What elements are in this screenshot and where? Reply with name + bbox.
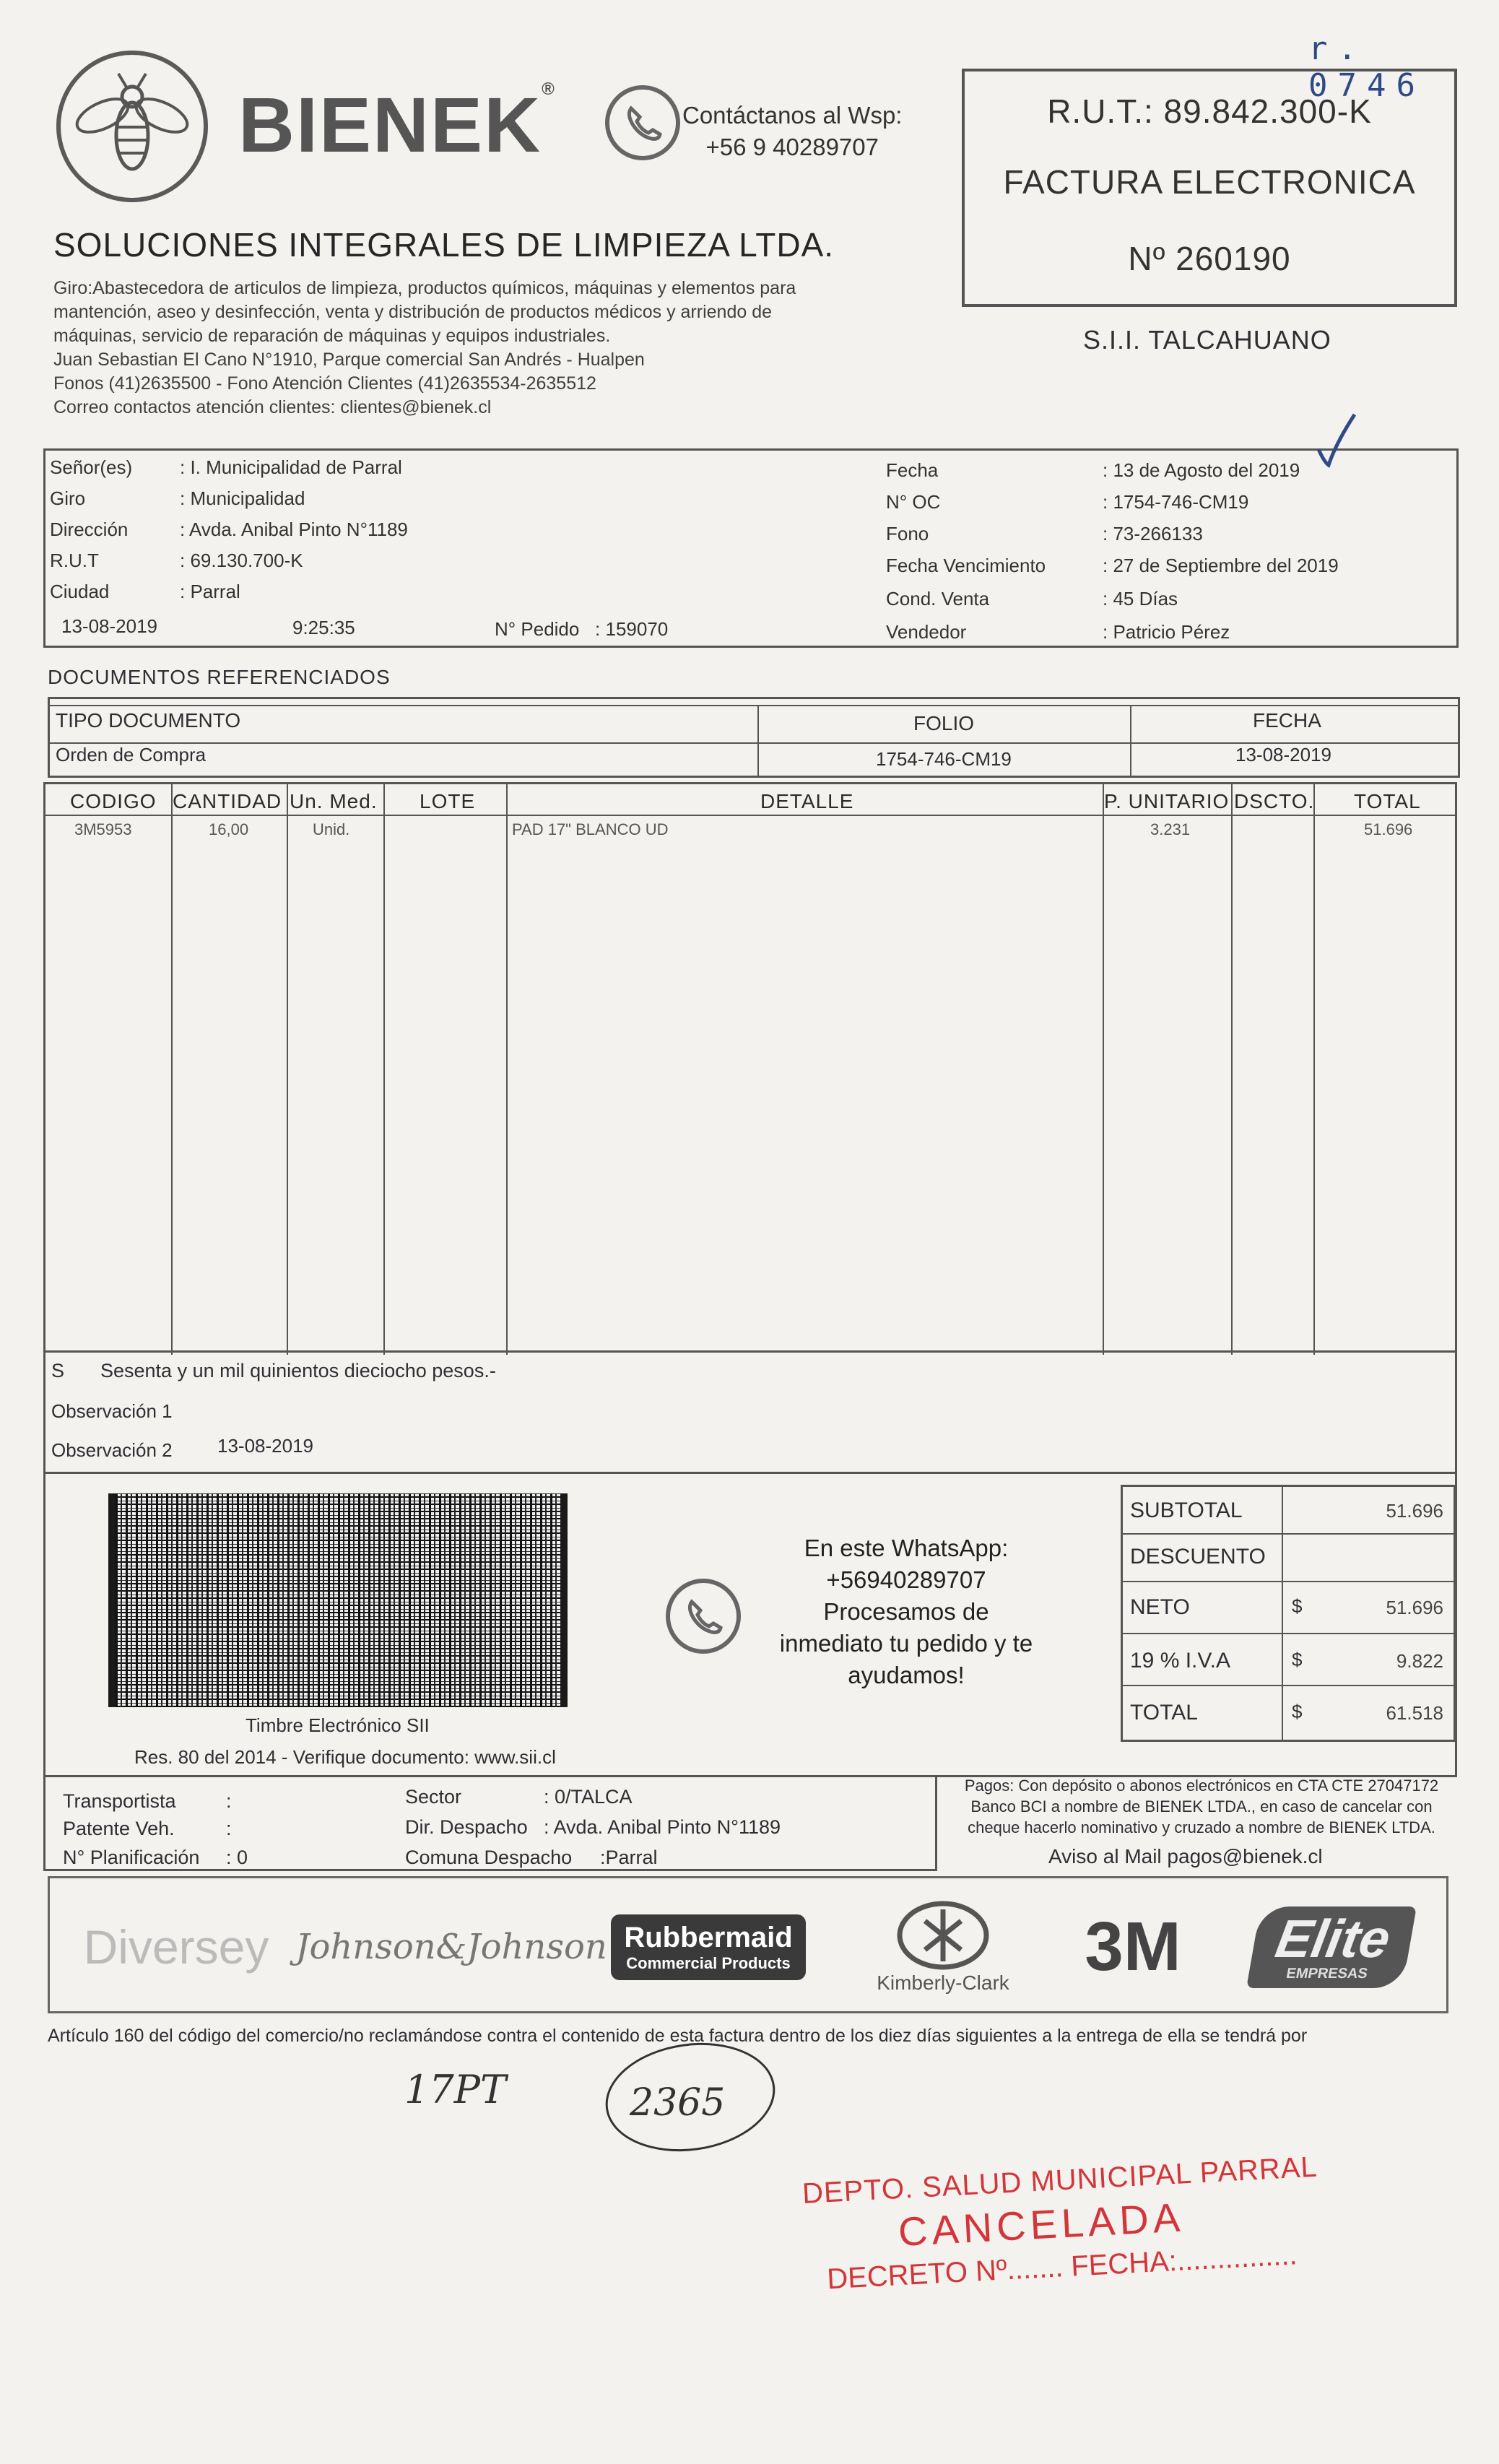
seller: : Patricio Pérez [1103, 621, 1230, 643]
handwritten-note: 17PT [404, 2067, 507, 2112]
item-quantity: 16,00 [209, 820, 249, 838]
client-rut: : 69.130.700-K [180, 550, 303, 571]
carrier: : [226, 1790, 232, 1812]
purchase-order-number: : 1754-746-CM19 [1103, 491, 1249, 513]
sale-condition-label: Cond. Venta [886, 588, 990, 610]
oc-label: N° OC [886, 491, 941, 513]
payment-email: Aviso al Mail pagos@bienek.cl [1048, 1845, 1323, 1867]
bee-logo-icon [56, 51, 208, 202]
col-header-quantity: CANTIDAD [173, 790, 282, 812]
ref-folio: 1754-746-CM19 [876, 748, 1012, 770]
subtotal-label: SUBTOTAL [1130, 1498, 1243, 1522]
ref-col-type: TIPO DOCUMENTO [56, 709, 241, 732]
client-city-label: Ciudad [50, 581, 110, 602]
discount-row [1123, 1535, 1454, 1582]
issue-date: 13-08-2019 [61, 615, 157, 637]
iva-value: 9.822 [1396, 1650, 1443, 1672]
observation-1-label: Observación 1 [51, 1400, 173, 1422]
items-table [43, 782, 1457, 1353]
col-header-discount: DSCTO. [1234, 790, 1315, 812]
carrier-label: Transportista [63, 1790, 176, 1812]
plate-label: Patente Veh. [63, 1818, 175, 1839]
col-header-code: CODIGO [70, 790, 157, 812]
total-label: TOTAL [1130, 1701, 1198, 1725]
stamp-status: CANCELADA [897, 2194, 1186, 2255]
3m-logo: 3M [1085, 1908, 1181, 1985]
cancelled-stamp [801, 2151, 1323, 2297]
item-code: 3M5953 [74, 820, 132, 838]
invoice-date: : 13 de Agosto del 2019 [1103, 459, 1300, 481]
payment-info: Pagos: Con depósito o abonos electrónicos en CTA CTE 27047172 Banco BCI a nombre de BIENEK LTDA., en caso de cancelar con cheque hacerlo nominativo y cruzado a nombre de BIENEK LTDA. [964, 1777, 1439, 1836]
kimberly-clark-logo: Kimberly-Clark [846, 1878, 1040, 2016]
whatsapp-icon [605, 85, 680, 160]
whatsapp-promo: En este WhatsApp: +56940289707 Procesamos de inmediato tu pedido y te ayudamos! [779, 1535, 1033, 1688]
item-detail: PAD 17" BLANCO UD [512, 820, 669, 838]
item-unit: Unid. [313, 820, 350, 838]
whatsapp-icon [666, 1579, 741, 1654]
client-giro-label: Giro [50, 487, 86, 509]
rubbermaid-logo: Rubbermaid Commercial Products [586, 1878, 831, 2016]
brand-logo: BIENEK® [238, 79, 556, 168]
totals-box [1121, 1485, 1456, 1742]
col-header-lot: LOTE [420, 790, 476, 812]
dispatch-commune-label: Comuna Despacho [405, 1847, 573, 1868]
date-label: Fecha [886, 459, 939, 481]
col-header-unit-price: P. UNITARIO [1104, 790, 1230, 812]
elite-logo: Elite EMPRESAS [1220, 1878, 1443, 2016]
company-phones: Fonos (41)2635500 - Fono Atención Clientes (41)2635534-2635512 [53, 373, 596, 394]
client-giro: : Municipalidad [180, 487, 305, 509]
dispatch-address-label: Dir. Despacho [405, 1816, 528, 1838]
item-total: 51.696 [1364, 820, 1413, 838]
sale-condition: : 45 Días [1103, 588, 1178, 610]
stamp-decree: DECRETO Nº....... FECHA:............... [826, 2239, 1298, 2296]
company-info [53, 277, 796, 420]
ref-col-date: FECHA [1253, 709, 1321, 732]
subtotal-row [1123, 1487, 1454, 1535]
client-box [43, 448, 1459, 648]
net-label: NETO [1130, 1595, 1190, 1619]
currency-symbol: $ [1292, 1649, 1303, 1670]
handwritten-number: 2365 [630, 2081, 726, 2125]
iva-label: 19 % I.V.A [1130, 1649, 1230, 1673]
company-giro: Giro:Abastecedora de articulos de limpieza, productos químicos, máquinas y elementos para [53, 278, 796, 298]
transport-section [43, 1777, 937, 1871]
document-id-box [962, 69, 1457, 307]
sector: : 0/TALCA [544, 1786, 633, 1808]
whatsapp-contact: Contáctanos al Wsp: +56 9 40289707 [682, 102, 903, 160]
currency-symbol: $ [1292, 1701, 1303, 1722]
phone-label: Fono [886, 523, 929, 545]
issue-time: 9:25:35 [292, 617, 355, 638]
due-date-label: Fecha Vencimiento [886, 555, 1046, 576]
observation-2-label: Observación 2 [51, 1439, 173, 1461]
brand-logos [48, 1876, 1448, 2013]
company-email: Correo contactos atención clientes: clientes@bienek.cl [53, 397, 492, 417]
kimberly-clark-icon [896, 1899, 990, 1971]
company-giro: máquinas, servicio de reparación de máquinas y equipos industriales. [53, 326, 611, 346]
references-table [48, 697, 1460, 778]
total-value: 61.518 [1386, 1702, 1443, 1724]
ref-date: 13-08-2019 [1235, 744, 1331, 765]
amount-words-prefix: S [51, 1360, 65, 1381]
iva-row [1123, 1634, 1454, 1686]
ref-col-folio: FOLIO [913, 712, 975, 734]
company-giro: mantención, aseo y desinfección, venta y distribución de productos médicos y arriendo de [53, 302, 773, 322]
currency-symbol: $ [1292, 1595, 1303, 1617]
client-phone: : 73-266133 [1103, 523, 1203, 545]
references-title: DOCUMENTOS REFERENCIADOS [48, 666, 391, 688]
dispatch-commune: :Parral [600, 1847, 658, 1868]
total-row [1123, 1686, 1454, 1740]
legal-article: Artículo 160 del código del comercio/no reclamándose contra el contenido de esta factura dentro de los diez días siguientes a la entrega de ella se tendrá por [48, 2026, 1308, 2046]
johnson-logo: Johnson&Johnson [295, 1927, 607, 1967]
checkmark-icon [1314, 412, 1357, 469]
col-header-detail: DETALLE [760, 790, 854, 812]
client-address: : Avda. Anibal Pinto N°1189 [180, 519, 408, 540]
document-type: FACTURA ELECTRONICA [1003, 163, 1416, 201]
company-name: SOLUCIONES INTEGRALES DE LIMPIEZA LTDA. [53, 226, 835, 264]
diversey-logo: Diversey [83, 1920, 269, 1974]
client-rut-label: R.U.T [50, 550, 99, 571]
net-row [1123, 1582, 1454, 1634]
client-name: : I. Municipalidad de Parral [180, 456, 402, 478]
issuer-rut: R.U.T.: 89.842.300-K [1047, 92, 1372, 130]
electronic-stamp-barcode [108, 1493, 568, 1707]
due-date: : 27 de Septiembre del 2019 [1103, 555, 1339, 576]
observation-2-value: 13-08-2019 [217, 1435, 313, 1457]
item-unit-price: 3.231 [1150, 820, 1191, 838]
company-address: Juan Sebastian El Cano N°1910, Parque comercial San Andrés - Hualpen [53, 350, 645, 370]
col-header-unit: Un. Med. [290, 790, 378, 812]
net-value: 51.696 [1386, 1597, 1443, 1618]
dispatch-address: : Avda. Anibal Pinto N°1189 [544, 1816, 781, 1838]
planning: : 0 [226, 1847, 248, 1868]
amount-in-words: Sesenta y un mil quinientos dieciocho pesos.- [100, 1360, 496, 1381]
plate: : [226, 1818, 232, 1839]
discount-label: DESCUENTO [1130, 1545, 1266, 1569]
sii-office: S.I.I. TALCAHUANO [1083, 325, 1331, 355]
client-city: : Parral [180, 581, 240, 602]
stamp-department: DEPTO. SALUD MUNICIPAL PARRAL [801, 2151, 1318, 2210]
amount-words-section [43, 1353, 1457, 1474]
barcode-caption: Timbre Electrónico SII [246, 1714, 430, 1736]
corner-annotation: r. 0746 [1308, 30, 1425, 104]
subtotal-value: 51.696 [1386, 1500, 1443, 1522]
seller-label: Vendedor [886, 621, 967, 643]
order-number-label: N° Pedido [495, 618, 580, 640]
planning-label: N° Planificación [63, 1847, 200, 1868]
col-header-total: TOTAL [1354, 790, 1421, 812]
ref-type: Orden de Compra [56, 744, 207, 765]
invoice-number: Nº 260190 [1128, 240, 1291, 277]
order-number: : 159070 [595, 618, 669, 640]
client-name-label: Señor(es) [50, 456, 133, 478]
sii-resolution: Res. 80 del 2014 - Verifique documento: www.sii.cl [134, 1746, 556, 1768]
sector-label: Sector [405, 1786, 462, 1808]
client-address-label: Dirección [50, 519, 129, 540]
